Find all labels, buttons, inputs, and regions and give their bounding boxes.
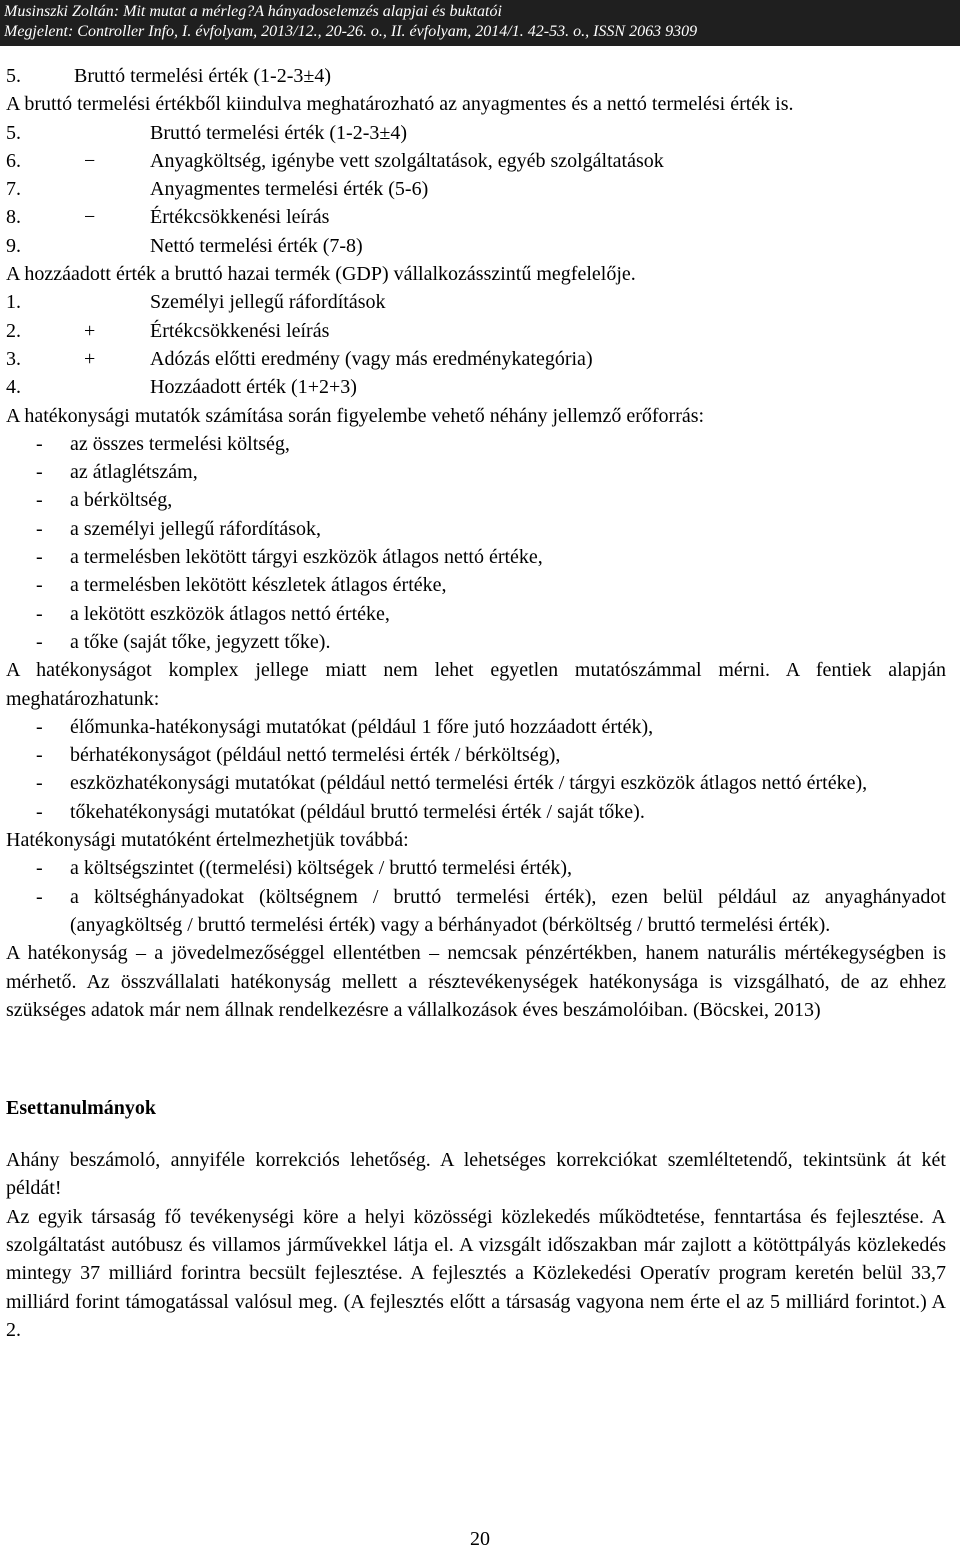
row-number: 7. xyxy=(6,178,21,201)
list-item: - eszközhatékonysági mutatókat (például nettó termelési érték / tárgyi eszközök átlagos nettó értéke), xyxy=(36,772,868,795)
calc-row xyxy=(6,232,946,260)
calc-row xyxy=(6,203,946,231)
further-list xyxy=(6,854,946,939)
row-number: 4. xyxy=(6,376,21,399)
list-item: - élőmunka-hatékonysági mutatókat (például 1 főre jutó hozzáadott érték), xyxy=(36,715,654,738)
header-author-title: Musinszki Zoltán: Mit mutat a mérleg?A hányadoselemzés alapjai és buktatói xyxy=(4,3,502,20)
row-operator: − xyxy=(84,149,96,172)
document-header xyxy=(0,0,960,46)
row-number: 5. xyxy=(6,121,21,144)
row-text: Adózás előtti eredmény (vagy más eredménykategória) xyxy=(150,347,593,370)
row-number: 9. xyxy=(6,234,21,257)
further-intro: Hatékonysági mutatóként értelmezhetjük továbbá: xyxy=(6,829,409,852)
row-operator xyxy=(74,288,150,316)
list-item: - a termelésben lekötött készletek átlagos értéke, xyxy=(36,574,447,597)
row-operator xyxy=(74,119,150,147)
calc-row xyxy=(6,317,946,345)
list-item: - a tőke (saját tőke, jegyzett tőke). xyxy=(36,630,331,653)
list-item: - a költséghányadokat (költségnem / bruttó termelési érték), ezen belül például az anyaghányadot (anyagköltség / bruttó termelési érték) vagy a bérhányadot (bérköltség / bruttó termelési érték). xyxy=(36,885,946,936)
row-operator xyxy=(74,232,150,260)
row-number: 2. xyxy=(6,319,21,342)
complex-intro: A hatékonyságot komplex jellege miatt nem lehet egyetlen mutatószámmal mérni. A fentiek alapján meghatározhatunk: xyxy=(6,659,946,710)
calc-row xyxy=(6,288,946,316)
list-item: - az összes termelési költség, xyxy=(36,432,290,455)
section-heading: Esettanulmányok xyxy=(6,1097,157,1120)
list-item: - a személyi jellegű ráfordítások, xyxy=(36,517,322,540)
case-paragraph-1: Ahány beszámoló, annyiféle korrekciós lehetőség. A lehetséges korrekciókat szemléltetendő, tekintsünk át két példát! xyxy=(6,1149,946,1200)
resources-list xyxy=(6,430,946,656)
list-item: - a lekötött eszközök átlagos nettó értéke, xyxy=(36,602,390,625)
list-item: - a költségszintet ((termelési) költségek / bruttó termelési érték), xyxy=(36,857,573,880)
calc-row xyxy=(6,175,946,203)
block1-intro: A bruttó termelési értékből kiindulva meghatározható az anyagmentes és a nettó termelési érték is. xyxy=(6,93,794,116)
row-number: 5. xyxy=(6,65,21,87)
row-operator xyxy=(74,175,150,203)
header-publication-info: Megjelent: Controller Info, I. évfolyam, 2013/12., 20-26. o., II. évfolyam, 2014/1. 42-53. o., ISSN 2063 9309 xyxy=(4,23,698,40)
list-item: - a termelésben lekötött tárgyi eszközök átlagos nettó értéke, xyxy=(36,546,543,569)
row-text: Anyagmentes termelési érték (5-6) xyxy=(150,178,429,201)
row-text: Értékcsökkenési leírás xyxy=(150,319,330,342)
row-operator xyxy=(74,373,150,401)
row-operator: + xyxy=(84,319,96,342)
row-text: Értékcsökkenési leírás xyxy=(150,206,330,229)
resources-intro: A hatékonysági mutatók számítása során figyelembe vehető néhány jellemző erőforrás: xyxy=(6,404,705,427)
list-item: - tőkehatékonysági mutatókat (például bruttó termelési érték / saját tőke). xyxy=(36,800,645,823)
row-number: 1. xyxy=(6,291,21,314)
row-operator: + xyxy=(84,347,96,370)
block2-intro: A hozzáadott érték a bruttó hazai termék (GDP) vállalkozásszintű megfelelője. xyxy=(6,263,636,286)
row-text: Bruttó termelési érték (1-2-3±4) xyxy=(74,65,332,87)
block1-title xyxy=(6,62,946,90)
list-item: - az átlaglétszám, xyxy=(36,461,198,484)
row-number: 3. xyxy=(6,347,21,370)
case-paragraph-2: Az egyik társaság fő tevékenységi köre a helyi közösségi közlekedés működtetése, fenntartása és fejlesztése. A szolgáltatást autóbusz és villamos járművekkel látja el. A vizsgált időszakban már zajlott a kötöttpályás közlekedés mintegy 37 milliárd forintra becsült fejlesztése. A fejlesztés a Közlekedési Operatív program keretén belül 33,7 milliárd forint támogatással valósul meg. (A fejlesztés előtt a társaság vagyona nem érte el az 5 milliárd forintot.) A 2. xyxy=(6,1205,946,1341)
complex-list xyxy=(6,713,946,826)
calc-row xyxy=(6,119,946,147)
row-text: Hozzáadott érték (1+2+3) xyxy=(150,376,357,399)
row-number: 8. xyxy=(6,206,21,229)
list-item: - bérhatékonyságot (például nettó termelési érték / bérköltség), xyxy=(36,744,561,767)
list-item: - a bérköltség, xyxy=(36,489,173,512)
row-text: Személyi jellegű ráfordítások xyxy=(150,291,386,314)
row-text: Bruttó termelési érték (1-2-3±4) xyxy=(150,121,408,144)
calc-row xyxy=(6,345,946,373)
row-text: Anyagköltség, igénybe vett szolgáltatások, egyéb szolgáltatások xyxy=(150,149,664,172)
document-body xyxy=(6,62,946,1344)
page-number: 20 xyxy=(470,1528,490,1550)
row-operator: − xyxy=(84,206,96,229)
further-closing: A hatékonyság – a jövedelmezőséggel ellentétben – nemcsak pénzértékben, hanem naturális mértékegységben is mérhető. Az összvállalati hatékonyság mellett a résztevékenységek hatékonysága is vizsgálható, de az ehhez szükséges adatok már nem állnak rendelkezésre a vállalkozások éves beszámolóiban. (Böcskei, 2013) xyxy=(6,942,946,1021)
block2-table xyxy=(6,288,946,401)
row-number: 6. xyxy=(6,149,21,172)
calc-row xyxy=(6,373,946,401)
calc-row xyxy=(6,147,946,175)
block1-table xyxy=(6,119,946,260)
row-text: Nettó termelési érték (7-8) xyxy=(150,234,363,257)
